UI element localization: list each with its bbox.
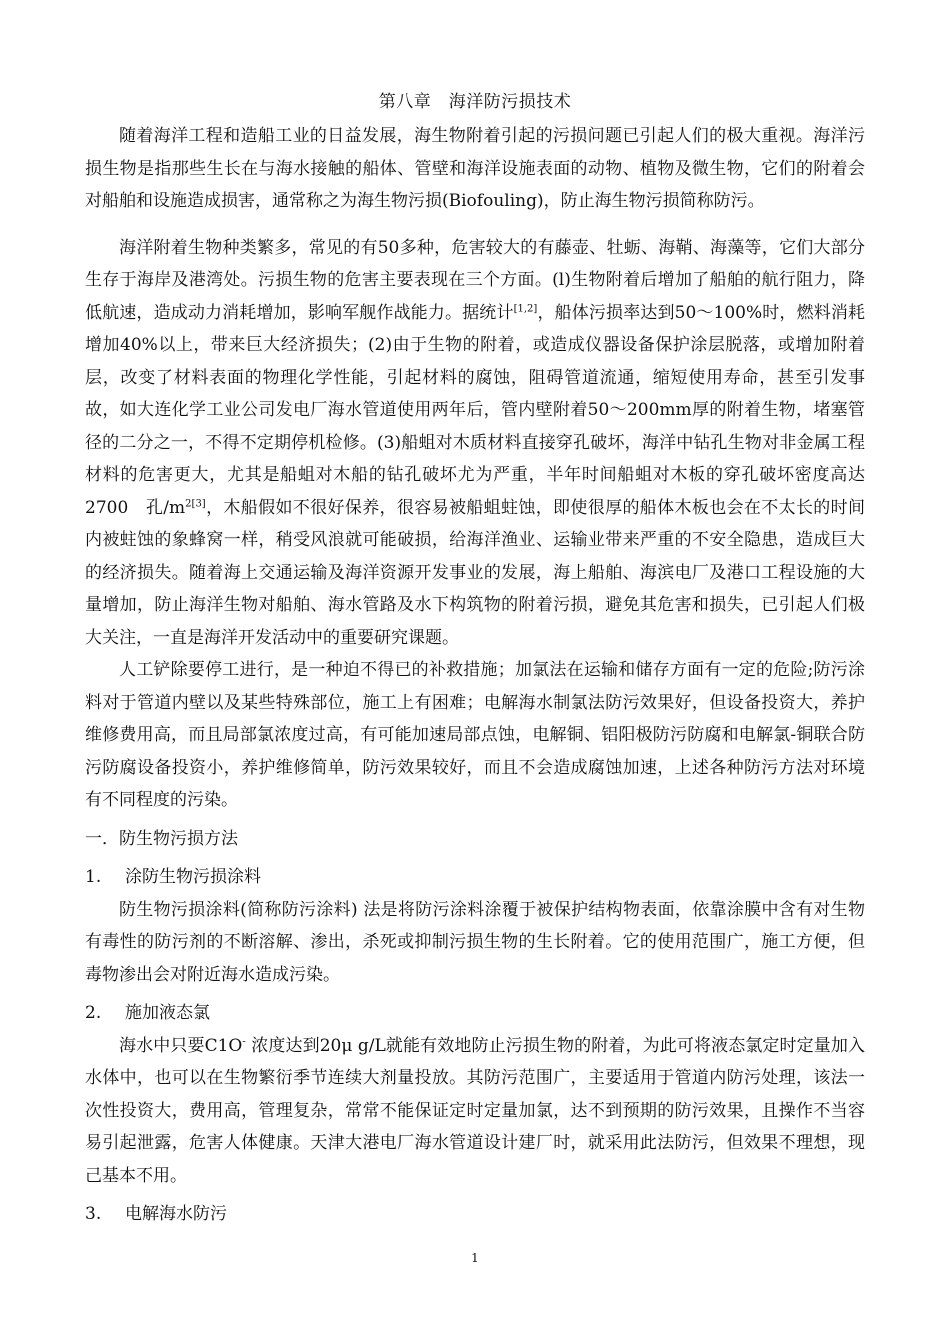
paragraph-intro: 随着海洋工程和造船工业的日益发展，海生物附着引起的污损问题已引起人们的极大重视。海洋污损生物是指那些生长在与海水接触的船体、管壁和海洋设施表面的动物、植物及微生物，它们的附着会对船舶和设施造成损害，通常称之为海生物污损(Biofouling)，防止海生物污损简称防污。: [85, 126, 865, 211]
item-title: 施加液态氯: [125, 1003, 210, 1023]
item-number: 1.: [85, 867, 102, 887]
item-number: 2.: [85, 1003, 102, 1023]
citation-ref: [3]: [191, 497, 206, 509]
page-number: 1: [471, 1251, 479, 1265]
paragraph-text-part: 浓度达到20μ g/L就能有效地防止污损生物的附着，为此可将液态氯定时定量加入水体中，也可以在生物繁衍季节连续大剂量投放。其防污范围广，主要适用于管道内防污处理，该法一次性投资大，费用高，管理复杂，常常不能保证定时定量加氯，达不到预期的防污效果，且操作不当容易引起泄露，危害人体健康。天津大港电厂海水管道设计建厂时，就采用此法防污，但效果不理想，现己基本不用。: [85, 1035, 866, 1186]
item-title: 涂防生物污损涂料: [125, 867, 261, 887]
item-heading-2: [85, 997, 865, 1030]
item-heading-1: [85, 861, 865, 894]
paragraph-antifouling-paint: 防生物污损涂料(简称防污涂料) 法是将防污涂料涂覆于被保护结构物表面，依靠涂膜中含有对生物有毒性的防污剂的不断溶解、渗出，杀死或抑制污损生物的生长附着。它的使用范围广，施工方便，但毒物渗出会对附近海水造成污染。: [85, 899, 865, 985]
paragraph-text-part: 海水中只要C1O: [119, 1035, 243, 1056]
paragraph-fouling-hazards: [85, 232, 865, 655]
superscript-unit: 2: [185, 497, 192, 509]
item-heading-3: [85, 1198, 865, 1231]
document-body: [85, 120, 865, 1231]
paragraph-text-part: ，船体污损率达到50～100%时，燃料消耗增加40%以上，带来巨大经济损失；(2)由于生物的附着，或造成仪器设备保护涂层脱落，或增加附着层，改变了材料表面的物理化学性能，引起材料的腐蚀，阻碍管道流通，缩短使用寿命，甚至引发事故，如大连化学工业公司发电厂海水管道使用两年后，管内壁附着50～200mm厚的附着生物，堵塞管径的二分之一，不得不定期停机检修。(3)船蛆对木质材料直接穿孔破坏，海洋中钻孔生物对非金属工程材料的危害更大，尤其是船蛆对木船的钻孔破坏尤为严重，半年时间船蛆对木板的穿孔破坏密度高达 2700 孔/m: [85, 302, 866, 518]
paragraph-methods-comparison: 人工铲除要停工进行，是一种迫不得已的补救措施；加氯法在运输和储存方面有一定的危险;防污涂料对于管道内壁以及某些特殊部位，施工上有困难；电解海水制氯法防污效果好，但设备投资大，养护维修费用高，而且局部氯浓度过高，有可能加速局部点蚀，电解铜、铝阳极防污防腐和电解氯-铜联合防污防腐设备投资小，养护维修简单，防污效果较好，而且不会造成腐蚀加速，上述各种防污方法对环境有不同程度的污染。: [85, 660, 865, 810]
item-number: 3.: [85, 1204, 102, 1224]
item-title: 电解海水防污: [125, 1204, 227, 1224]
paragraph-text-part: 海洋附着生物种类繁多，常见的有50多种，危害较大的有藤壶、牡蛎、海鞘、海藻等，它们大部分生存于海岸及港湾处。污损生物的危害主要表现在三个方面。(l)生物附着后增加了船舶的航行阻力，降低航速，造成动力消耗增加，影响军舰作战能力。据统计: [85, 237, 865, 323]
paragraph-text-part: ，木船假如不很好保养，很容易被船蛆蛀蚀，即使很厚的船体木板也会在不太长的时间内被蛀蚀的象蜂窝一样，稍受风浪就可能破损，给海洋渔业、运输业带来严重的不安全隐患，造成巨大的经济损失。随着海上交通运输及海洋资源开发事业的发展，海上船舶、海滨电厂及港口工程设施的大量增加，防止海洋生物对船舶、海水管路及水下构筑物的附着污损，避免其危害和损失，已引起人们极大关注，一直是海洋开发活动中的重要研究课题。: [85, 497, 865, 648]
superscript-charge: -: [242, 1035, 246, 1047]
chapter-title: 第八章 海洋防污损技术: [378, 92, 572, 112]
paragraph-liquid-chlorine: [85, 1030, 865, 1193]
citation-ref: [1,2]: [513, 302, 538, 314]
section-heading: 一．防生物污损方法: [85, 828, 238, 849]
